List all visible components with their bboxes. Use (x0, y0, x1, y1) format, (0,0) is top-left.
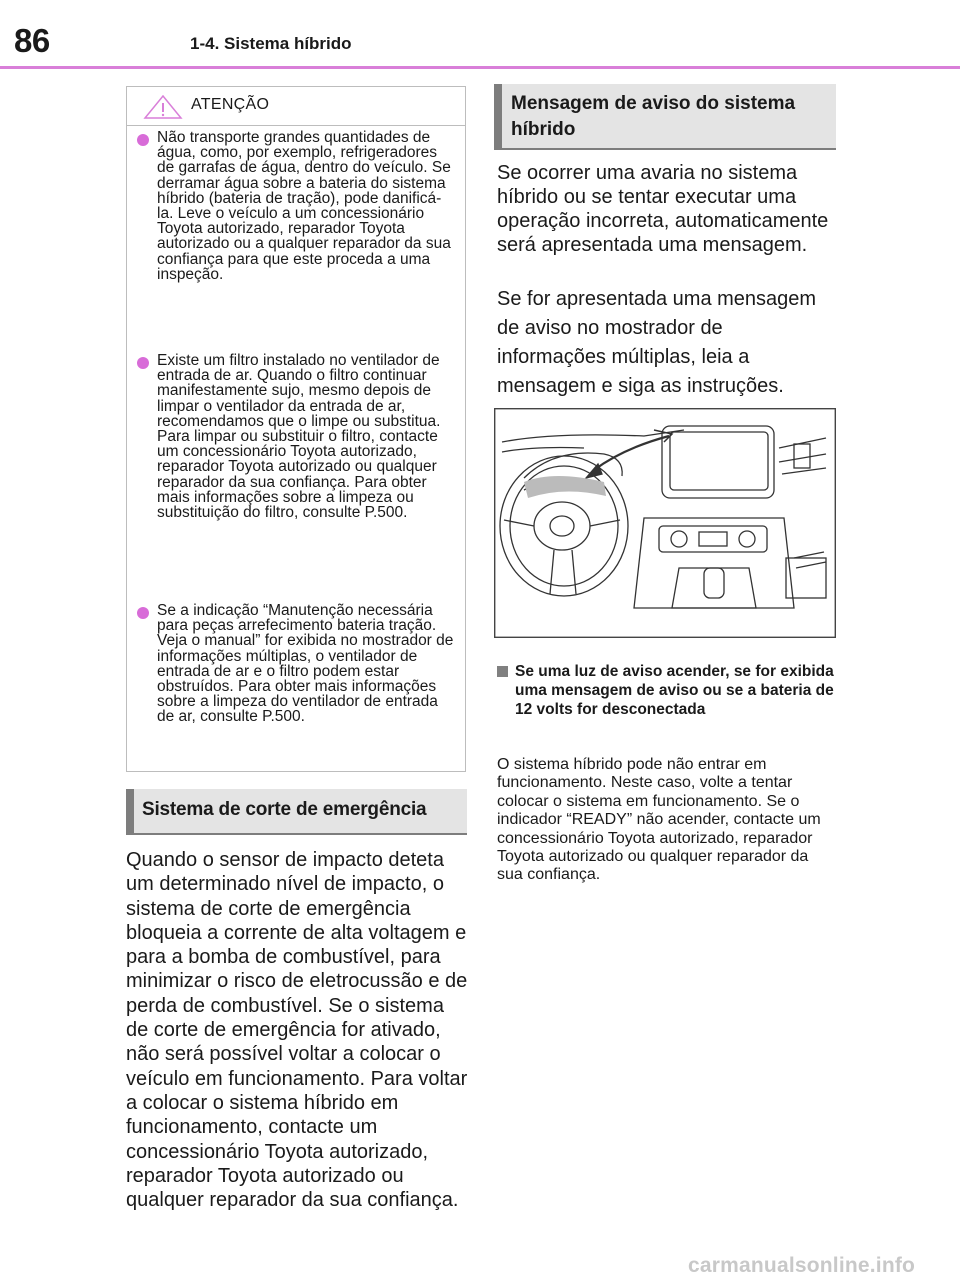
warning-item-text: Se a indicação “Manutenção necessária para peças arrefecimento bateria tração. Veja o manual” for exibida no mostrador de informações múltiplas, o ventilador de entrada de ar e o filtro podem estar obstruídos. Para obter mais informações sobre a limpeza do ventilador de entrada de ar, consulte P.500. (157, 602, 454, 726)
intro-text: Se ocorrer uma avaria no sistema híbrido ou se tentar executar uma operação incorreta, automaticamente será apresentada uma mensagem. (497, 162, 829, 256)
bullet-icon (137, 134, 149, 146)
warning-message-heading: Mensagem de aviso do sistema híbrido (511, 93, 796, 140)
warning-item-text: Existe um filtro instalado no ventilador de entrada de ar. Quando o filtro continuar manifestamente sujo, mesmo depois de limpar o ventilador da entrada de ar, recomendamos que o limpe ou substitua. Para limpar ou substituir o filtro, contacte um concessionário Toyota autorizado, reparador Toyota autorizado ou qualquer reparador da sua confiança. Para obter mais informações sobre a limpeza ou substituição do filtro, consulte P.500. (157, 352, 441, 522)
warning-title: ATENÇÃO (191, 96, 270, 113)
emergency-text: Quando o sensor de impacto deteta um determinado nível de impacto, o sistema de corte de emergência bloqueia a corrente de alta voltagem e para a bomba de combustível, para minimizar o risco de eletrocussão e de perda de combustível. Se o sistema de corte de emergência for ativado, não será possível voltar a colocar o veículo em funcionamento. Para voltar a colocar o sistema híbrido em funcionamento, contacte um concessionário Toyota autorizado, reparador Toyota autorizado ou qualquer reparador da sua confiança. (126, 849, 468, 1212)
square-bullet-icon (497, 666, 508, 677)
section-title: 1-4. Sistema híbrido (190, 34, 352, 53)
page-number: 86 (14, 22, 50, 59)
warning-box (126, 86, 466, 772)
warning-message-heading-bar (494, 84, 836, 150)
dashboard-illustration (494, 408, 836, 638)
bullet-icon (137, 357, 149, 369)
emergency-heading: Sistema de corte de emergência (142, 799, 427, 820)
bullet-icon (137, 607, 149, 619)
warning-header (127, 87, 465, 125)
sub-heading-text: Se uma luz de aviso acender, se for exibida uma mensagem de aviso ou se a bateria de 12 volts for desconectada (515, 663, 834, 718)
note-text: O sistema híbrido pode não entrar em funcionamento. Neste caso, volte a tentar colocar o sistema em funcionamento. Se o indicador “READY” não acender, contacte um concessionário Toyota autorizado, reparador Toyota autorizado ou qualquer reparador da sua confiança. (497, 756, 821, 884)
warning-item-text: Não transporte grandes quantidades de água, como, por exemplo, refrigeradores de garrafas de água, dentro do veículo. Se derramar água sobre a bateria do sistema híbrido (bateria de tração), pode danificá-la. Leve o veículo a um concessionário Toyota autorizado, reparador Toyota autorizado ou a qualquer reparador da sua confiança para que este proceda a uma inspeção. (157, 129, 451, 283)
emergency-heading-bar (126, 789, 467, 835)
watermark: carmanualsonline.info (688, 1254, 916, 1277)
warning-triangle-icon (143, 95, 183, 124)
warning-divider (127, 125, 465, 126)
instruction-text: Se for apresentada uma mensagem de aviso no mostrador de informações múltiplas, leia a mensagem e siga as instruções. (497, 288, 817, 397)
header-rule (0, 66, 960, 69)
